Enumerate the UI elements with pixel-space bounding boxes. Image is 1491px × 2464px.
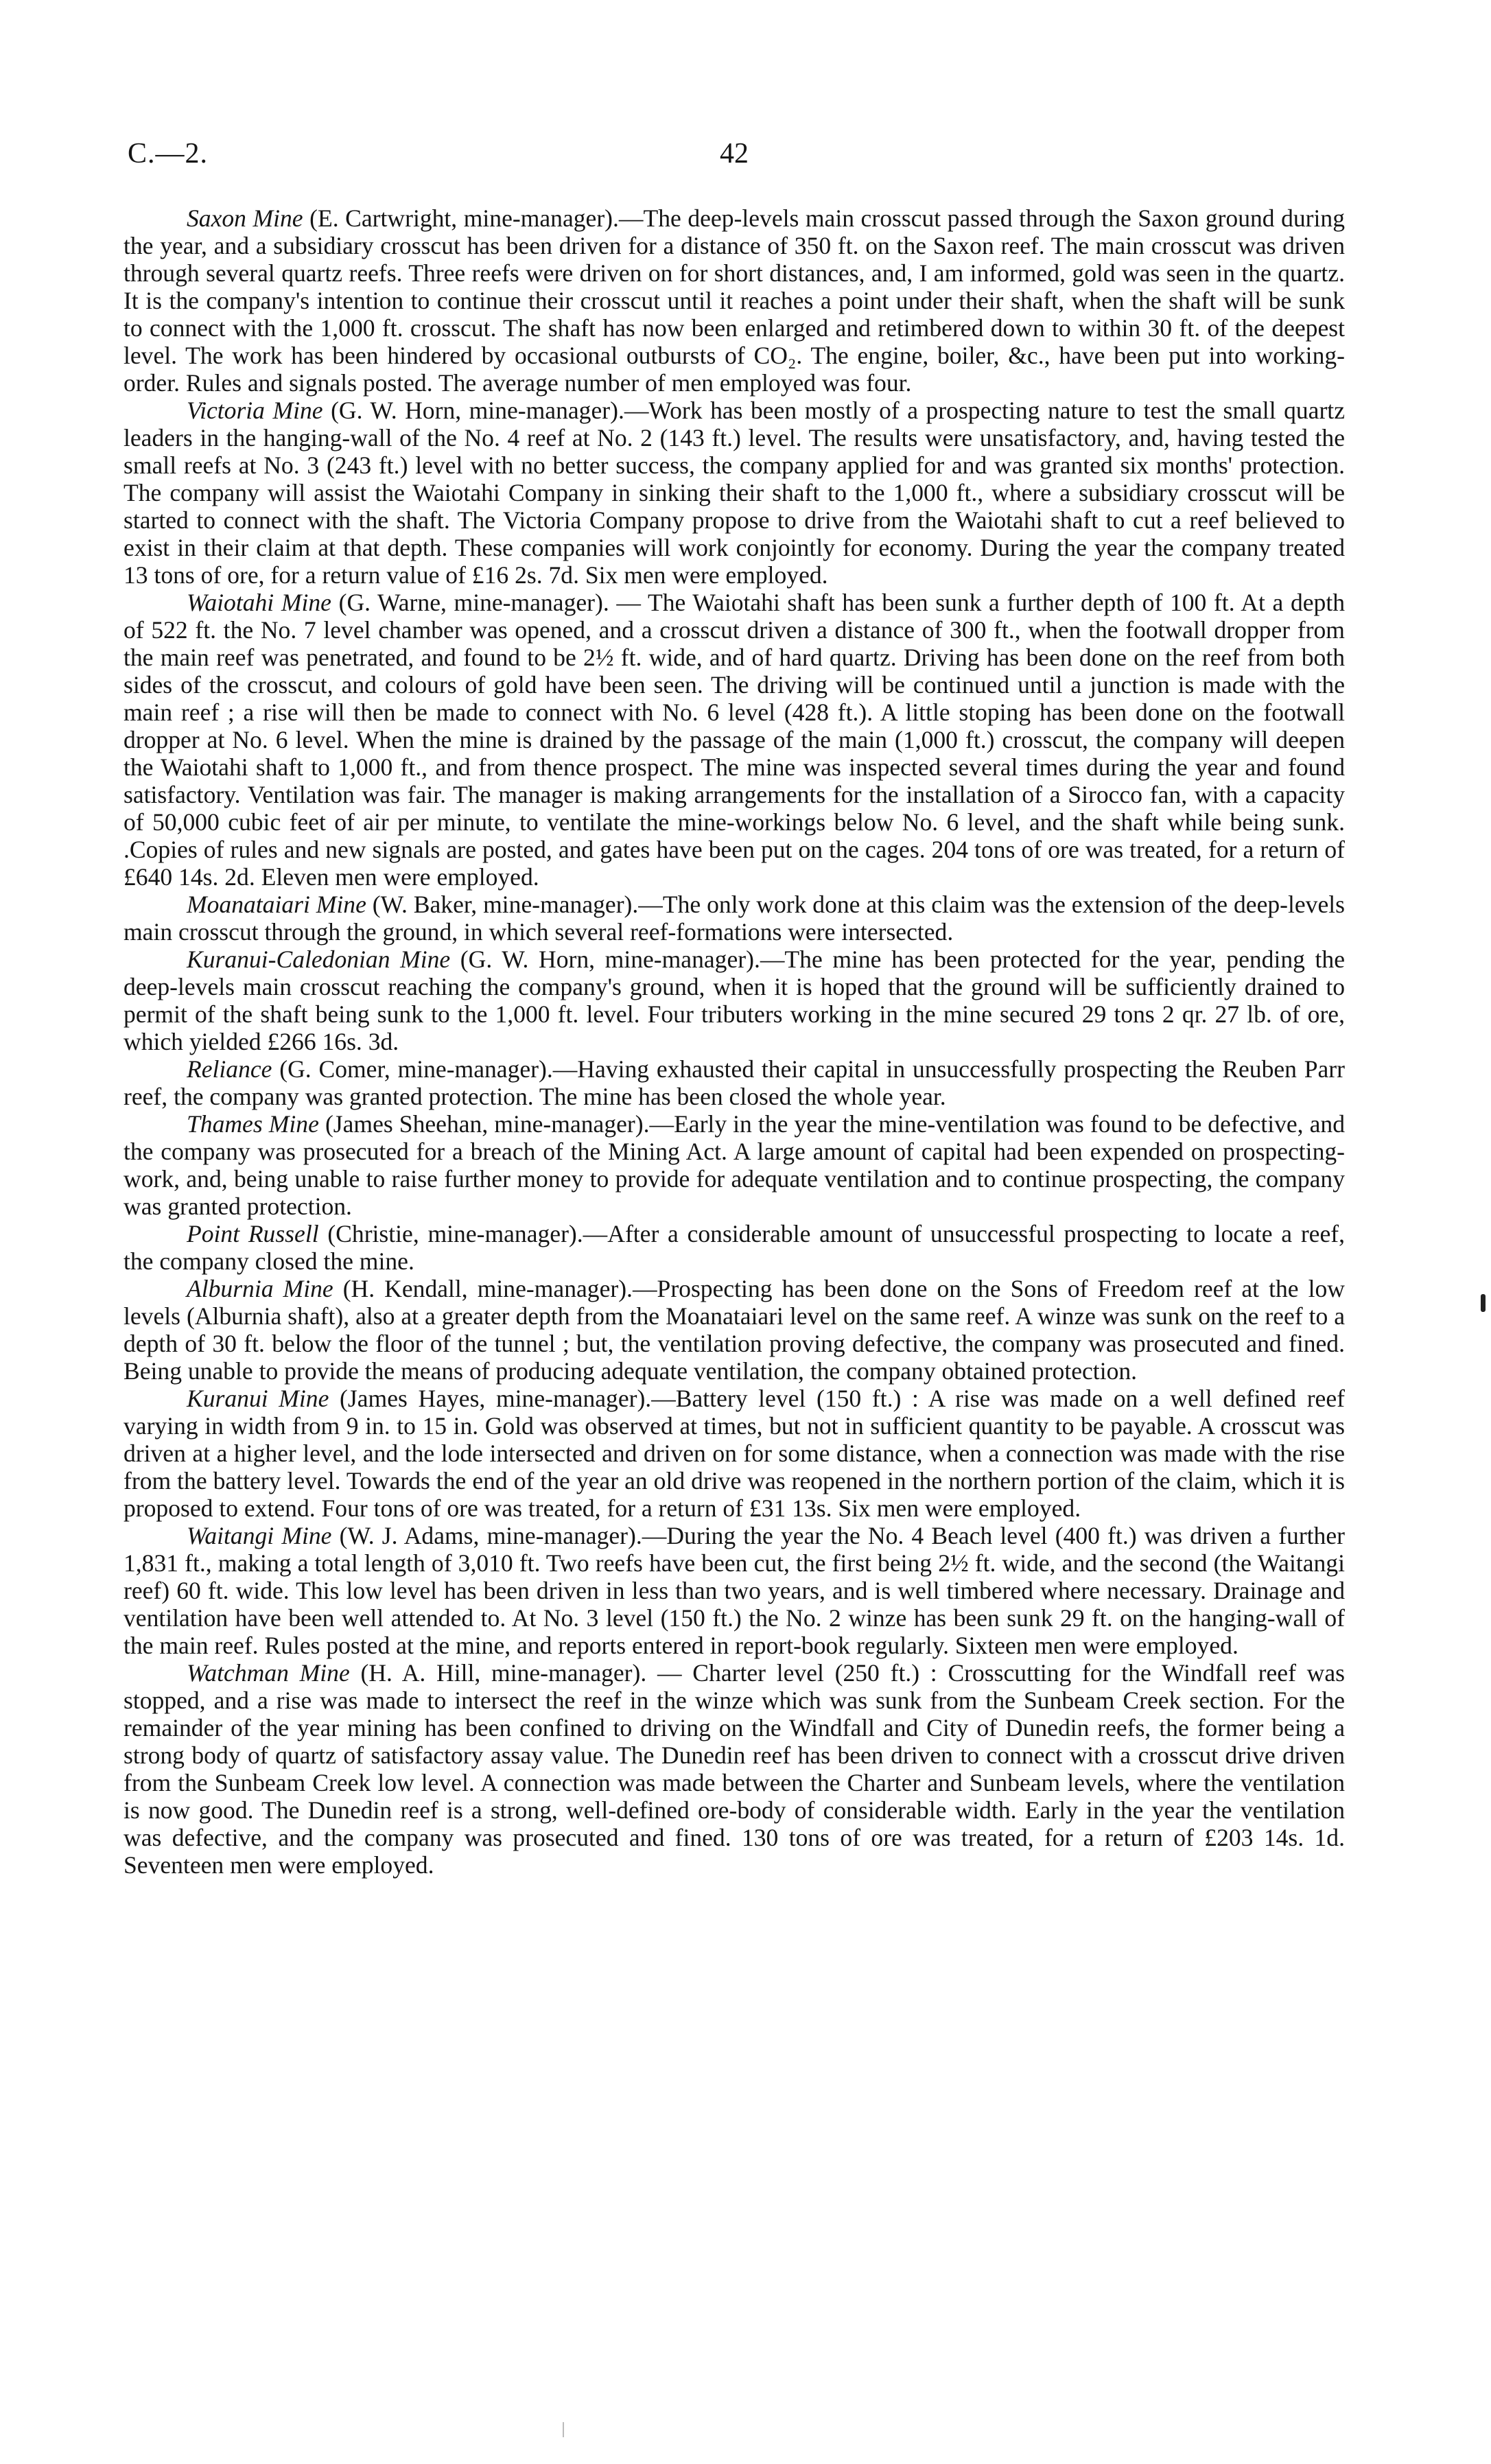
mine-name: Kuranui Mine [187, 1385, 329, 1412]
paragraph-kuranui-caledonian-mine [124, 946, 1345, 1055]
paragraph-point-russell [124, 1220, 1345, 1275]
paragraph-reliance [124, 1055, 1345, 1110]
paragraph-saxon-mine [124, 204, 1345, 397]
mine-name: Watchman Mine [187, 1659, 350, 1687]
mine-name: Waitangi Mine [187, 1522, 332, 1549]
paragraph-text: (G. Comer, mine-manager).—Having exhausted their capital in unsuccessfully prospecting the Reuben Parr reef, the company was granted protection. The mine has been closed the whole year. [124, 1055, 1345, 1110]
report-body [124, 204, 1345, 1879]
paragraph-text: (Christie, mine-manager).—After a considerable amount of unsuccessful prospecting to locate a reef, the company closed the mine. [124, 1220, 1345, 1275]
mine-name: Moanataiari Mine [187, 891, 366, 918]
paragraph-waiotahi-mine [124, 589, 1345, 891]
paragraph-text: (G. W. Horn, mine-manager).—Work has been mostly of a prospecting nature to test the small quartz leaders in the hanging-wall of the No. 4 reef at No. 2 (143 ft.) level. The results were unsatisfactory, and, having tested the small reefs at No. 3 (243 ft.) level with no better success, the company applied for and was granted six months' protection. The company will assist the Waiotahi Company in sinking their shaft to the 1,000 ft., where a subsidiary crosscut will be started to connect with the shaft. The Victoria Company propose to drive from the Waiotahi shaft to cut a reef believed to exist in their claim at that depth. These companies will work conjointly for economy. During the year the company treated 13 tons of ore, for a return value of £16 2s. 7d. Six men were employed. [124, 397, 1345, 589]
scan-speck [563, 2422, 564, 2437]
mine-name: Alburnia Mine [187, 1275, 333, 1302]
mine-name: Saxon Mine [187, 204, 303, 232]
paragraph-text: (H. Kendall, mine-manager).—Prospecting has been done on the Sons of Freedom reef at the low levels (Alburnia shaft), also at a greater depth from the Moanataiari level on the same reef. A winze was sunk on the reef to a depth of 30 ft. below the floor of the tunnel ; but, the ventilation proving defective, the company was prosecuted and fined. Being unable to provide the means of producing adequate ventilation, the company obtained protection. [124, 1275, 1345, 1385]
margin-mark [1481, 1294, 1486, 1312]
mine-name: Victoria Mine [187, 397, 323, 424]
paragraph-victoria-mine [124, 397, 1345, 589]
paragraph-moanataiari-mine [124, 891, 1345, 946]
paragraph-text: (G. W. Horn, mine-manager).—The mine has been protected for the year, pending the deep-levels main crosscut reaching the company's ground, when it is hoped that the ground will be sufficiently drained to permit of the shaft being sunk to the 1,000 ft. level. Four tributers working in the mine secured 29 tons 2 qr. 27 lb. of ore, which yielded £266 16s. 3d. [124, 946, 1345, 1055]
page-header [124, 137, 1345, 178]
mine-name: Reliance [187, 1055, 272, 1083]
document-reference: C.—2. [128, 138, 209, 169]
paragraph-kuranui-mine [124, 1385, 1345, 1522]
paragraph-text: (James Sheehan, mine-manager).—Early in the year the mine-ventilation was found to be defective, and the company was prosecuted for a breach of the Mining Act. A large amount of capital had been expended on prospecting-work, and, being unable to raise further money to provide for adequate ventilation and to continue prospecting, the company was granted protection. [124, 1110, 1345, 1220]
paragraph-waitangi-mine [124, 1522, 1345, 1659]
page-number: 42 [720, 138, 749, 169]
paragraph-text: (G. Warne, mine-manager). — The Waiotahi shaft has been sunk a further depth of 100 ft. At a depth of 522 ft. the No. 7 level chamber was opened, and a crosscut driven a distance of 300 ft., when the footwall dropper from the main reef was penetrated, and found to be 2½ ft. wide, and of hard quartz. Driving has been done on the reef from both sides of the crosscut, and colours of gold have been seen. The driving will be continued until a junction is made with the main reef ; a rise will then be made to connect with No. 6 level (428 ft.). A little stoping has been done on the footwall dropper at No. 6 level. When the mine is drained by the passage of the main (1,000 ft.) crosscut, the company will deepen the Waiotahi shaft to 1,000 ft., and from thence prospect. The mine was inspected several times during the year and found satisfactory. Ventilation was fair. The manager is making arrangements for the installation of a Sirocco fan, with a capacity of 50,000 cubic feet of air per minute, to ventilate the mine-workings below No. 6 level, and the shaft while being sunk. .Copies of rules and new signals are posted, and gates have been put on the cages. 204 tons of ore was treated, for a return of £640 14s. 2d. Eleven men were employed. [124, 589, 1345, 891]
paragraph-text: (E. Cartwright, mine-manager).—The deep-levels main crosscut passed through the Saxon ground during the year, and a subsidiary crosscut has been driven for a distance of 350 ft. on the Saxon reef. The main crosscut was driven through several quartz reefs. Three reefs were driven on for short distances, and, I am informed, gold was seen in the quartz. It is the company's intention to continue their crosscut until it reaches a point under their shaft, when the shaft will be sunk to connect with the 1,000 ft. crosscut. The shaft has now been enlarged and retimbered down to within 30 ft. of the deepest level. The work has been hindered by occasional outbursts of CO₂. The engine, boiler, &c., have been put into working-order. Rules and signals posted. The average number of men employed was four. [124, 204, 1345, 397]
paragraph-alburnia-mine [124, 1275, 1345, 1385]
paragraph-thames-mine [124, 1110, 1345, 1220]
paragraph-text: (W. J. Adams, mine-manager).—During the year the No. 4 Beach level (400 ft.) was driven a further 1,831 ft., making a total length of 3,010 ft. Two reefs have been cut, the first being 2½ ft. wide, and the second (the Waitangi reef) 60 ft. wide. This low level has been driven in less than two years, and is well timbered where necessary. Drainage and ventilation have been well attended to. At No. 3 level (150 ft.) the No. 2 winze has been sunk 29 ft. on the hanging-wall of the main reef. Rules posted at the mine, and reports entered in report-book regularly. Sixteen men were employed. [124, 1522, 1345, 1659]
mine-name: Kuranui-Caledonian Mine [187, 946, 451, 973]
mine-name: Waiotahi Mine [187, 589, 331, 616]
mine-name: Thames Mine [187, 1110, 319, 1138]
paragraph-text: (W. Baker, mine-manager).—The only work done at this claim was the extension of the deep-levels main crosscut through the ground, in which several reef-formations were intersected. [124, 891, 1345, 946]
paragraph-text: (H. A. Hill, mine-manager). — Charter level (250 ft.) : Crosscutting for the Windfall reef was stopped, and a rise was made to intersect the reef in the winze which was sunk from the Sunbeam Creek section. For the remainder of the year mining has been confined to driving on the Windfall and City of Dunedin reefs, the former being a strong body of quartz of satisfactory assay value. The Dunedin reef has been driven to connect with a crosscut drive driven from the Sunbeam Creek low level. A connection was made between the Charter and Sunbeam levels, where the ventilation is now good. The Dunedin reef is a strong, well-defined ore-body of considerable width. Early in the year the ventilation was defective, and the company was prosecuted and fined. 130 tons of ore was treated, for a return of £203 14s. 1d. Seventeen men were employed. [124, 1659, 1345, 1879]
mine-name: Point Russell [187, 1220, 319, 1247]
paragraph-text: (James Hayes, mine-manager).—Battery level (150 ft.) : A rise was made on a well defined reef varying in width from 9 in. to 15 in. Gold was observed at times, but not in sufficient quantity to be payable. A crosscut was driven at a higher level, and the lode intersected and driven on for some distance, when a connection was made with the rise from the battery level. Towards the end of the year an old drive was reopened in the northern portion of the claim, which it is proposed to extend. Four tons of ore was treated, for a return of £31 13s. Six men were employed. [124, 1385, 1345, 1522]
paragraph-watchman-mine [124, 1659, 1345, 1879]
